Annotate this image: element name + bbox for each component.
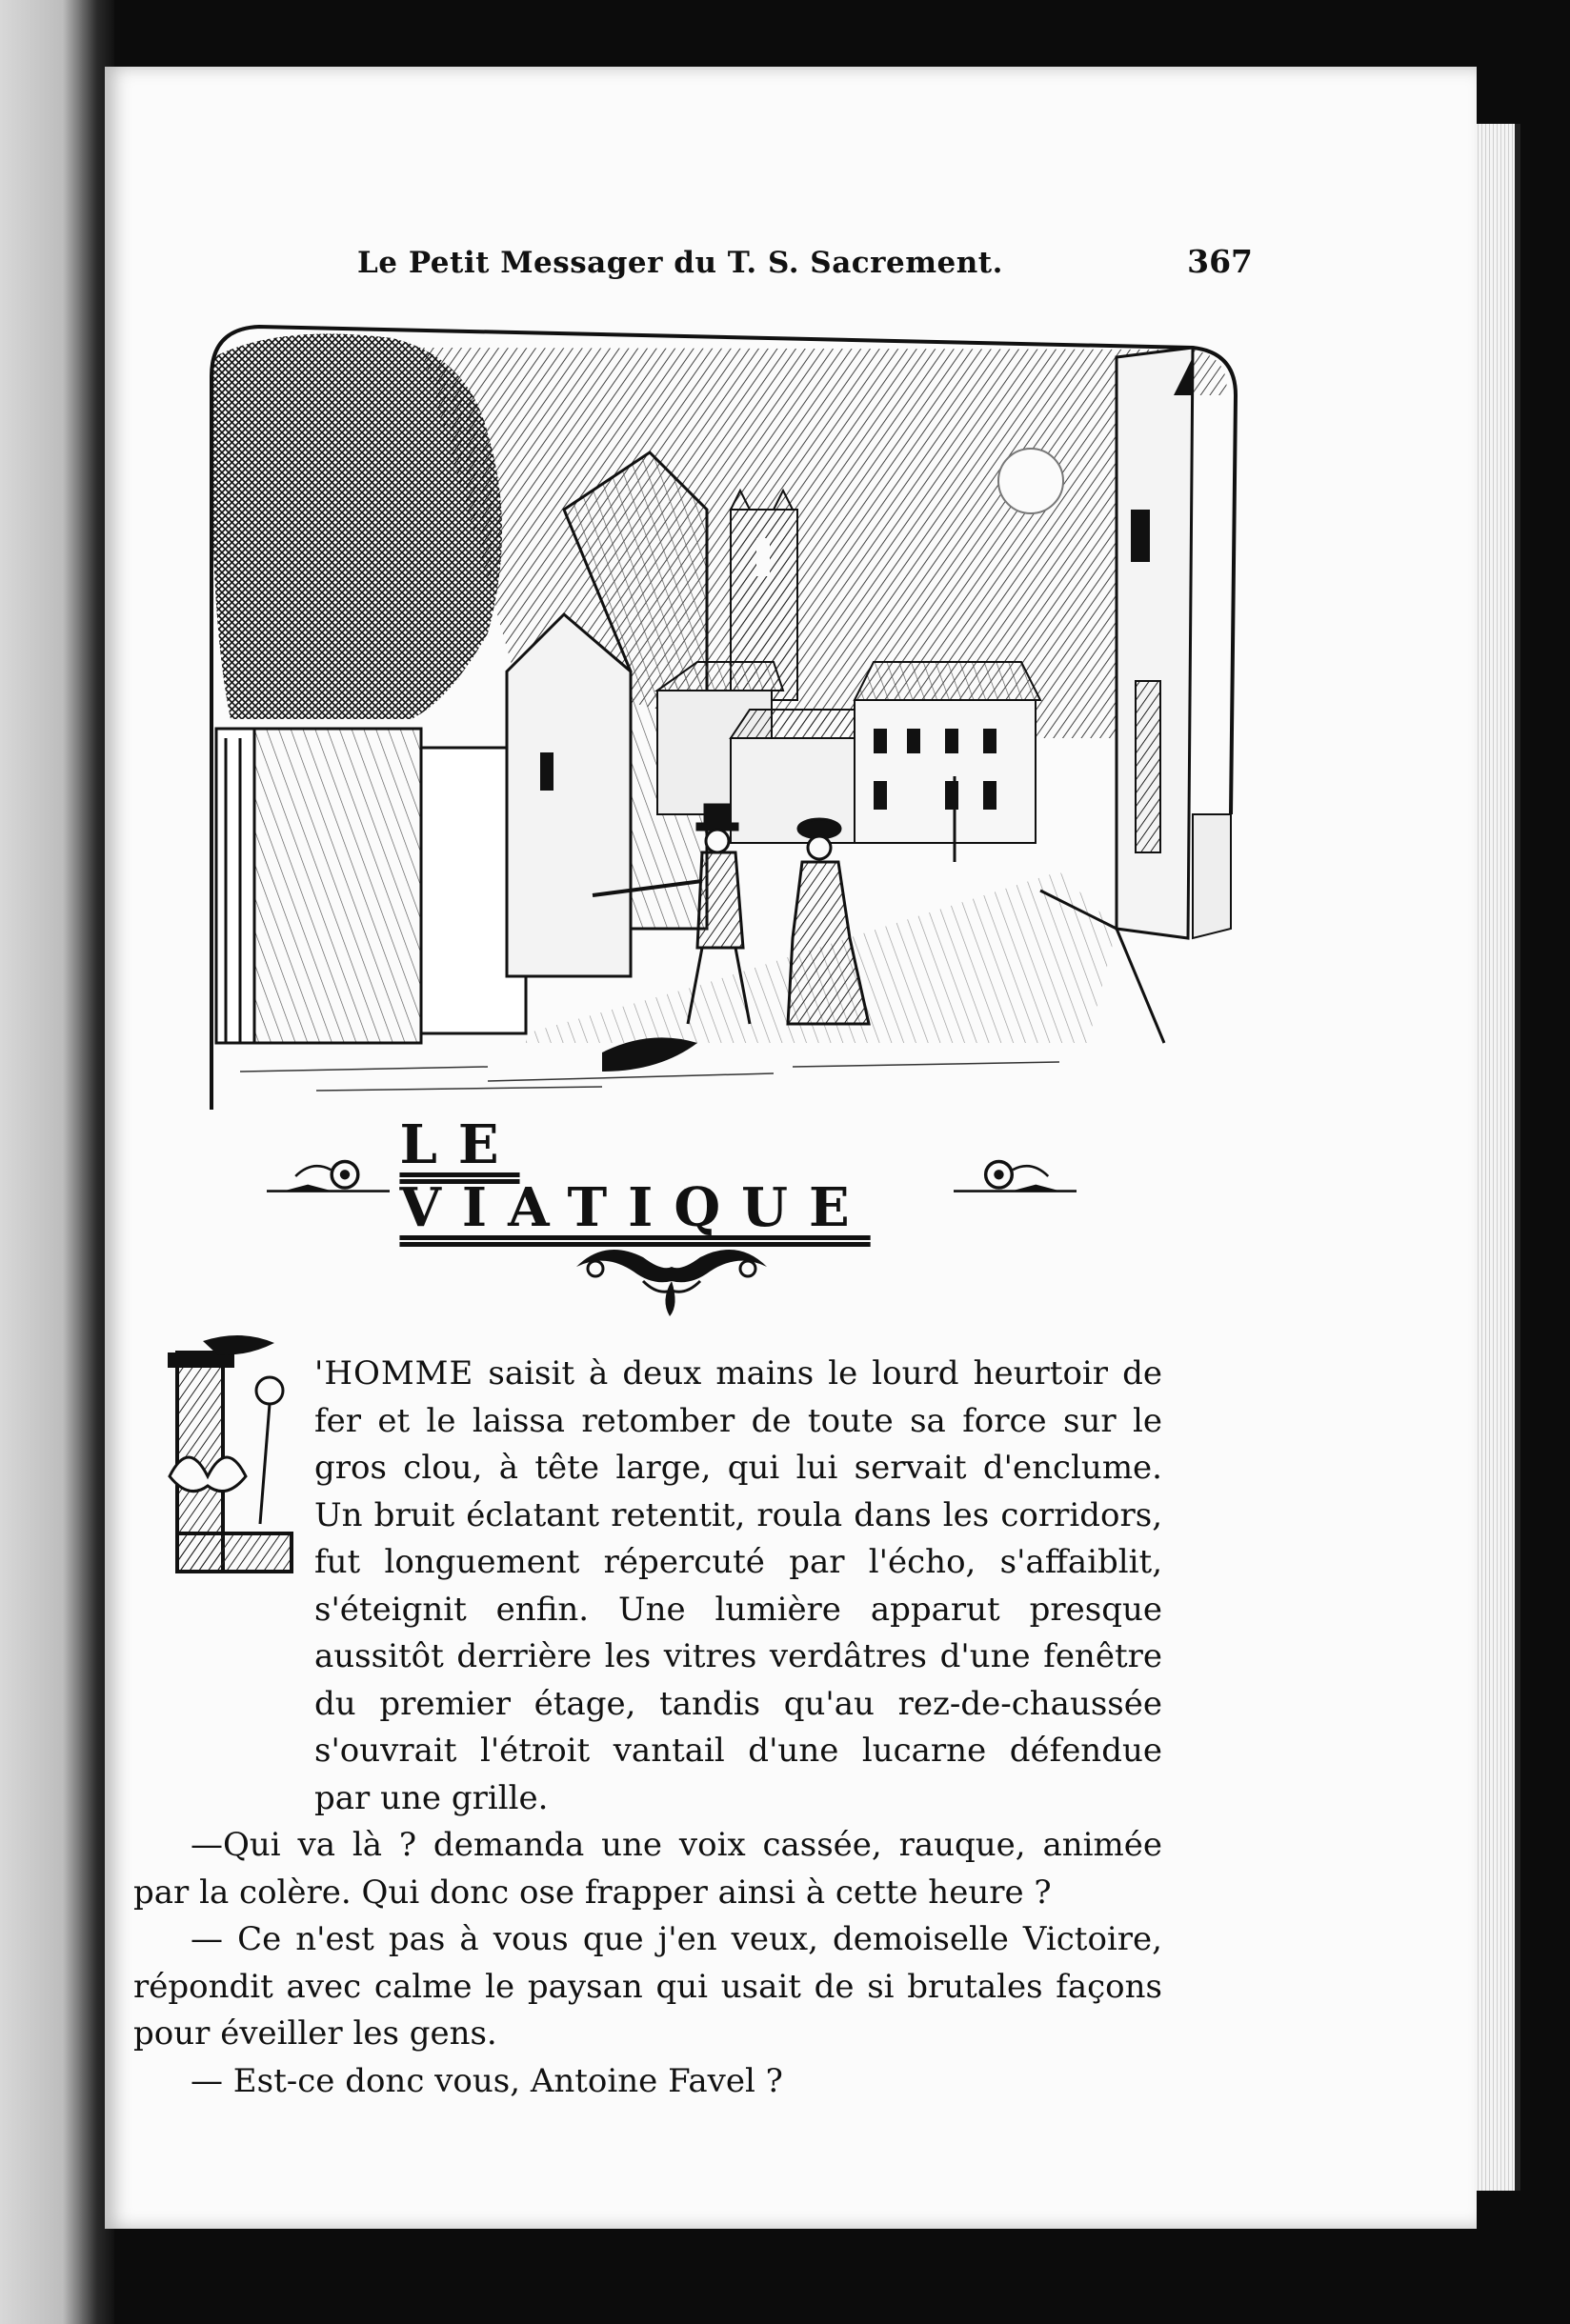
- woman-figure: [788, 819, 869, 1024]
- first-word: 'HOMME: [314, 1354, 474, 1392]
- flourish-ornament-icon: [567, 1229, 776, 1324]
- paragraph-3: — Ce n'est pas à vous que j'en veux, demoiselle Victoire, répondit avec calme le paysan qui usait de si brutales façons pour éveiller les gens.: [133, 1920, 1162, 2053]
- chapter-title-block: [267, 1113, 1077, 1333]
- first-paragraph: [133, 1351, 1162, 1822]
- paragraph-2: —Qui va là ? demanda une voix cassée, rauque, animée par la colère. Qui donc ose frapper ainsi à cette heure ?: [133, 1826, 1162, 1912]
- book-spine: [0, 0, 114, 2324]
- paragraph-4: — Est-ce donc vous, Antoine Favel ?: [191, 2061, 783, 2100]
- left-scroll-ornament-icon: [267, 1148, 390, 1205]
- chapter-title: LE VIATIQUE: [399, 1113, 871, 1239]
- dropcap-letter: L: [203, 1562, 204, 1563]
- right-scroll-ornament-icon: [954, 1148, 1077, 1205]
- street-scene-illustration: [202, 319, 1240, 1110]
- running-head: [357, 243, 1253, 280]
- running-title: Le Petit Messager du T. S. Sacrement.: [357, 246, 1003, 280]
- street-scene-engraving-icon: [202, 319, 1240, 1110]
- chapter-title-line: [267, 1113, 1077, 1239]
- article-body: [133, 1351, 1162, 2105]
- paragraph-1-text: saisit à deux mains le lourd heurtoir de fer et le laissa retomber de toute sa force sur le gros clou, à tête large, qui lui servait d'enclume. Un bruit éclatant retentit, roula dans les corridors, fut longuement répercuté par l'écho, s'affaiblit, s'éteignit enfin. Une lumière apparut presque aussitôt derrière les vitres verdâtres d'une fenêtre du premier étage, tandis qu'au rez-de-chaussée s'ouvrait l'étroit vantail d'une lucarne défendue par une grille.: [314, 1354, 1162, 1817]
- page-number: 367: [1187, 243, 1253, 280]
